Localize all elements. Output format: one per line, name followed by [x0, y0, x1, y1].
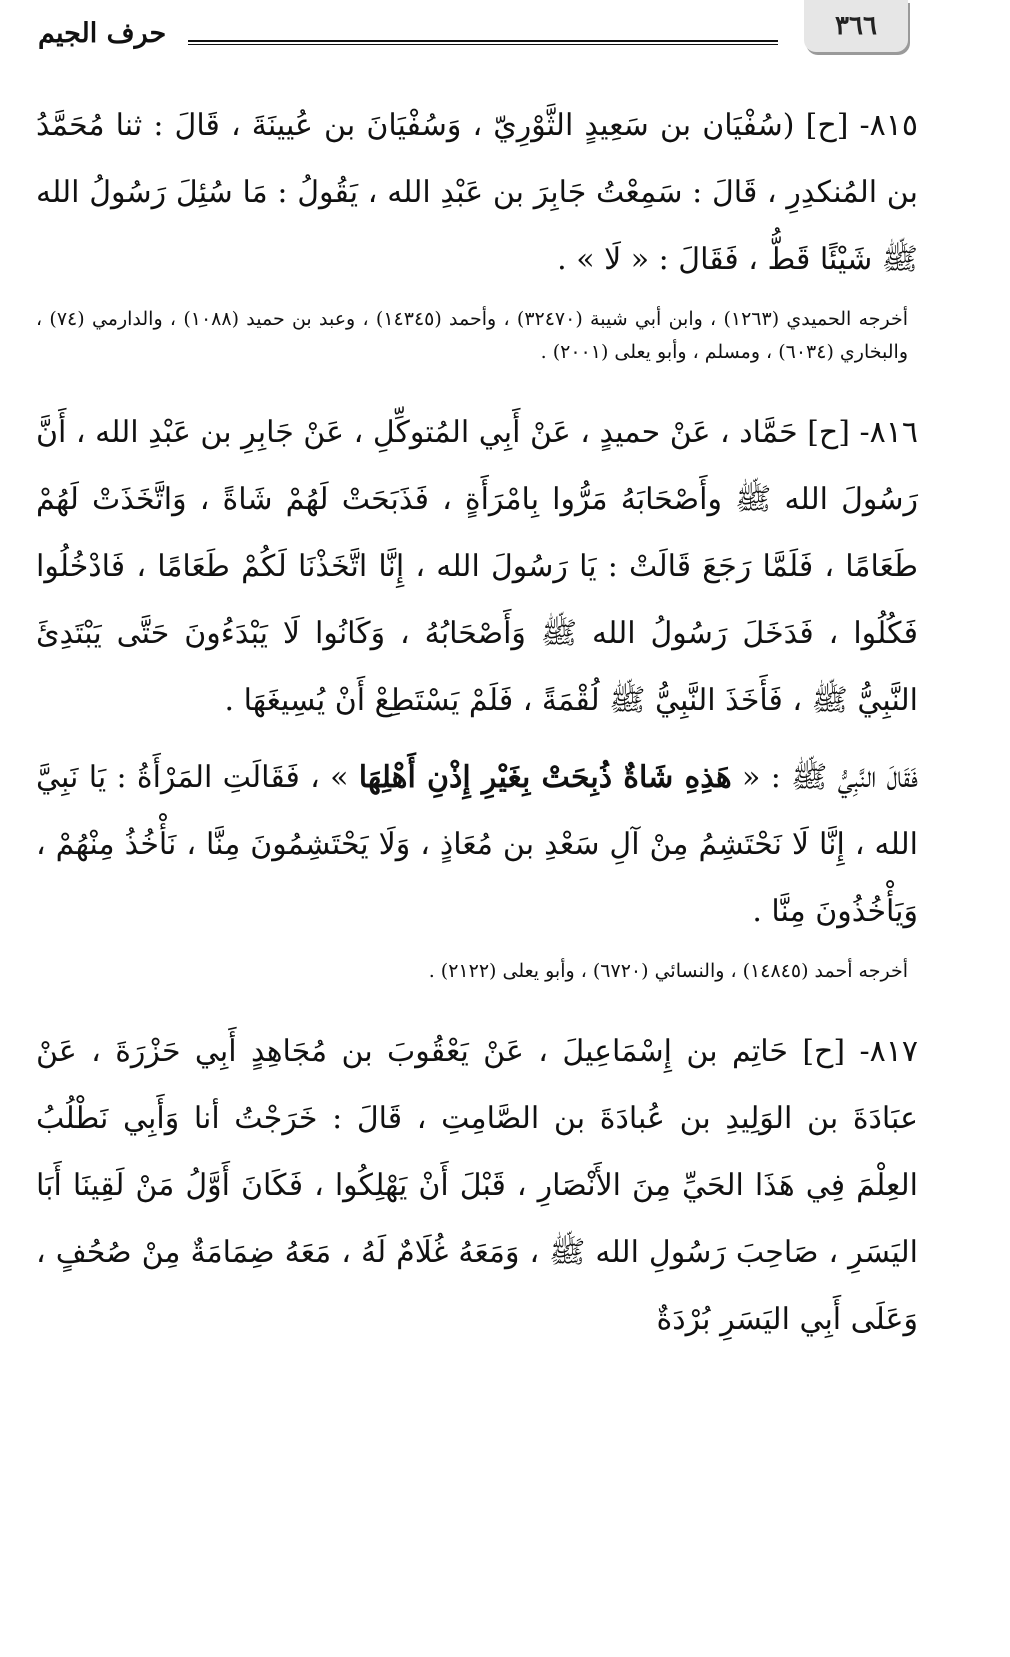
page-number-tab: [804, 0, 908, 52]
spacer: [36, 734, 918, 744]
hadith-816-quote-rest: » ، فَقَالَتِ المَرْأَةُ : يَا نَبِيَّ الله ، إِنَّا لَا نَحْتَشِمُ مِنْ آلِ سَعْدِ بن مُعَاذٍ ، وَلَا يَحْتَشِمُونَ مِنَّا ، نَأْخُذُ مِنْهُمْ ، وَيَأْخُذُونَ مِنَّا .: [36, 760, 918, 929]
page-header: [38, 0, 918, 70]
hadith-817: ٨١٧- [ح] حَاتِم بن إِسْمَاعِيلَ ، عَنْ يَعْقُوبَ بن مُجَاهِدٍ أَبِي حَزْرَةَ ، عَنْ عبَادَةَ بن الوَلِيدِ بن عُبادَةَ بن الصَّامِتِ ، قَالَ : خَرَجْتُ أنا وَأَبِي نَطْلُبُ العِلْمَ فِي هَذَا الحَيِّ مِنَ الأَنْصَارِ ، قَبْلَ أَنْ يَهْلِكُوا ، فَكَانَ أَوَّلُ مَنْ لَقِينَا أَبَا اليَسَرِ ، صَاحِبَ رَسُولِ الله ﷺ ، وَمَعَهُ غُلَامٌ لَهُ ، مَعَهُ ضِمَامَةٌ مِنْ صُحُفٍ ، وَعَلَى أَبِي اليَسَرِ بُرْدَةٌ: [36, 1034, 918, 1337]
page-body: [36, 92, 918, 1353]
spacer: [36, 988, 918, 1018]
prophetic-saying-emphasis: هَذِهِ شَاةٌ ذُبِحَتْ بِغَيْرِ إِذْنِ أَهْلِهَا: [358, 760, 732, 795]
spacer: [36, 369, 918, 399]
header-rule: [188, 40, 778, 45]
takhrij-816: أخرجه أحمد (١٤٨٤٥) ، والنسائي (٦٧٢٠) ، وأبو يعلى (٢١٢٢) .: [428, 960, 908, 982]
hadith-815: ٨١٥- [ح] (سُفْيَان بن سَعِيدٍ الثَّوْرِيّ ، وَسُفْيَانَ بن عُيينَةَ ، قَالَ : ثنا مُحَمَّدُ بن المُنكدِرِ ، قَالَ : سَمِعْتُ جَابِرَ بن عَبْدِ الله ، يَقُولُ : مَا سُئِلَ رَسُولُ الله ﷺ شَيْئًا قَطُّ ، فَقَالَ : « لَا » .: [36, 108, 918, 277]
hadith-816-quote-open: فَقَالَ النَّبِيُّ ﷺ : «: [731, 760, 918, 795]
takhrij-815: أخرجه الحميدي (١٢٦٣) ، وابن أبي شيبة (٣٢٤٧٠) ، وأحمد (١٤٣٤٥) ، وعبد بن حميد (١٠٨٨) ، والدارمي (٧٤) ، والبخاري (٦٠٣٤) ، ومسلم ، وأبو يعلى (٢٠٠١) .: [36, 308, 909, 363]
hadith-816-continuation: [36, 744, 918, 945]
page-number: ٣٦٦: [835, 11, 877, 41]
chapter-title: حرف الجيم: [38, 18, 167, 49]
spacer: [36, 293, 918, 303]
hadith-816: ٨١٦- [ح] حَمَّاد ، عَنْ حميدٍ ، عَنْ أَبِي المُتوكِّلِ ، عَنْ جَابِرِ بن عَبْدِ الله ، أَنَّ رَسُولَ الله ﷺ وأَصْحَابَهُ مَرُّوا بِامْرَأَةٍ ، فَذَبَحَتْ لَهُمْ شَاةً ، وَاتَّخَذَتْ لَهُمْ طَعَامًا ، فَلَمَّا رَجَعَ قَالَتْ : يَا رَسُولَ الله ، إِنَّا اتَّخَذْنَا لَكُمْ طَعَامًا ، فَادْخُلُوا فَكُلُوا ، فَدَخَلَ رَسُولُ الله ﷺ وَأَصْحَابُهُ ، وَكَانُوا لَا يَبْدَءُونَ حَتَّى يَبْتَدِئَ النَّبِيُّ ﷺ ، فَأَخَذَ النَّبِيُّ ﷺ لُقْمَةً ، فَلَمْ يَسْتَطِعْ أَنْ يُسِيغَهَا .: [36, 415, 919, 718]
spacer: [36, 945, 918, 955]
